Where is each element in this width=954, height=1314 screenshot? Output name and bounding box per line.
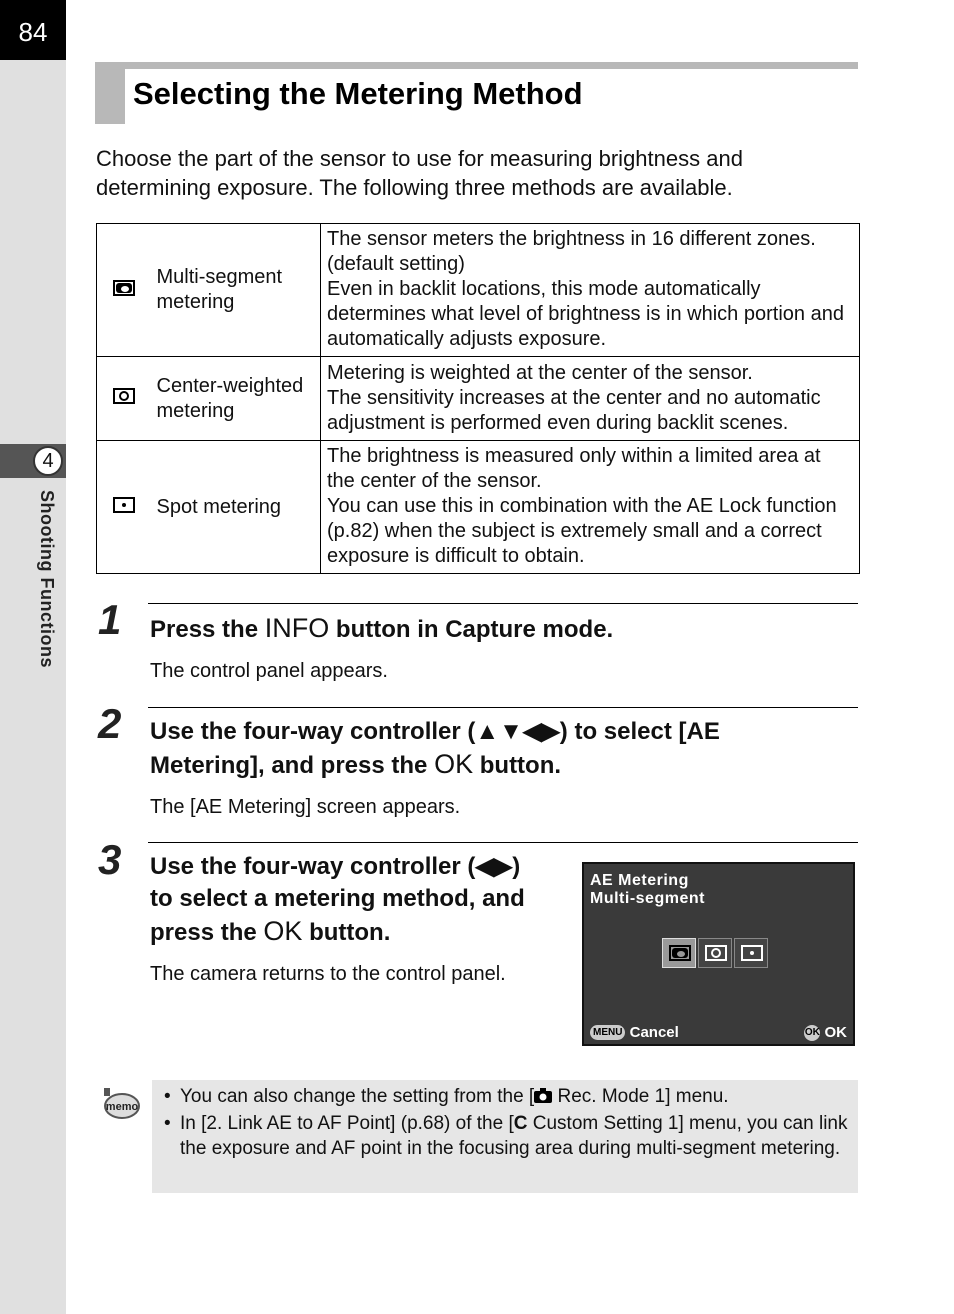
metering-methods-table: [96, 223, 860, 574]
heading-text: press the: [150, 919, 264, 946]
step-heading: [150, 851, 570, 949]
title-rule: [95, 62, 858, 69]
info-key-label: INFO: [264, 613, 330, 643]
ok-label: OK: [824, 1024, 847, 1041]
spot-metering-icon: [741, 945, 763, 961]
memo-text: Custom Setting 1] menu, you can link the exposure and AF point in the focusing area during multi-segment metering.: [180, 1113, 848, 1159]
memo-text: Rec. Mode 1] menu.: [552, 1086, 729, 1107]
ok-key-icon: OK: [804, 1025, 820, 1041]
method-name: Spot metering: [151, 441, 321, 574]
multi-segment-metering-icon: [669, 945, 691, 961]
ok-key-label: OK: [263, 916, 303, 946]
step-number: 1: [98, 596, 122, 643]
description-line: Metering is weighted at the center of the sensor.: [327, 361, 753, 384]
menu-key-icon: MENU: [590, 1025, 625, 1040]
step-divider: [148, 842, 858, 843]
spot-metering-icon: [113, 497, 135, 513]
step-result: The camera returns to the control panel.: [150, 963, 506, 985]
camera-icon: [534, 1088, 552, 1103]
ok-control[interactable]: [804, 1024, 847, 1041]
heading-text: Use the four-way controller (▲▼◀▶) to select [AE: [150, 718, 720, 745]
description-line: You can use this in combination with the AE Lock function (p.82) when the subject is extremely small and a correct exposure is difficult to obtain.: [327, 495, 837, 567]
method-name: Multi-segment metering: [151, 224, 321, 357]
icon-cell: [97, 441, 151, 574]
memo-text: You can also change the setting from the [: [180, 1086, 535, 1107]
description-line: The sensitivity increases at the center and no automatic adjustment is performed even during backlit scenes.: [327, 386, 821, 434]
description-line: Even in backlit locations, this mode automatically determines what level of brightness is in which portion and automatically adjusts exposure.: [327, 278, 844, 350]
method-description: [321, 357, 860, 441]
cancel-label: Cancel: [629, 1024, 679, 1041]
screen-footer: [590, 1024, 847, 1042]
chapter-number: 4: [33, 446, 63, 476]
method-description: [321, 224, 860, 357]
step-divider: [148, 603, 858, 604]
table-row: [97, 224, 860, 357]
memo-item: [162, 1084, 852, 1109]
heading-text: button.: [473, 752, 562, 779]
custom-setting-icon: C: [513, 1113, 528, 1134]
step-result: The control panel appears.: [150, 660, 388, 682]
step-number: 2: [98, 700, 122, 747]
option-center-weighted[interactable]: [698, 938, 732, 968]
table-row: [97, 441, 860, 574]
heading-text: Use the four-way controller (◀▶): [150, 853, 521, 880]
table-row: [97, 357, 860, 441]
screen-selected-method: Multi-segment: [590, 890, 705, 907]
intro-paragraph: Choose the part of the sensor to use for measuring brightness and determining exposure. The following three methods are available.: [96, 146, 743, 200]
icon-cell: [97, 224, 151, 357]
option-spot[interactable]: [734, 938, 768, 968]
method-name: Center-weighted metering: [151, 357, 321, 441]
method-description: [321, 441, 860, 574]
description-line: The sensor meters the brightness in 16 different zones. (default setting): [327, 228, 816, 275]
memo-list: [162, 1084, 852, 1163]
step-heading: [150, 716, 720, 782]
ok-key-label: OK: [434, 749, 474, 779]
page-number: 84: [0, 0, 66, 60]
heading-text: to select a metering method, and: [150, 885, 525, 912]
ae-metering-screen: [582, 862, 855, 1046]
description-line: The brightness is measured only within a limited area at the center of the sensor.: [327, 445, 821, 492]
memo-text: In [2. Link AE to AF Point] (p.68) of the [: [180, 1113, 514, 1134]
step-result: The [AE Metering] screen appears.: [150, 796, 461, 818]
center-weighted-metering-icon: [705, 945, 727, 961]
heading-text: Press the: [150, 616, 265, 643]
cancel-control[interactable]: [590, 1024, 679, 1041]
step-divider: [148, 707, 858, 708]
step-heading: [150, 612, 613, 646]
memo-item: [162, 1111, 852, 1161]
heading-text: button.: [302, 919, 391, 946]
memo-icon-label: memo: [105, 1101, 139, 1113]
heading-text: Metering], and press the: [150, 752, 435, 779]
title-block: [95, 62, 125, 124]
multi-segment-metering-icon: [113, 280, 135, 296]
icon-cell: [97, 357, 151, 441]
screen-title: AE Metering: [590, 872, 689, 889]
chapter-label: Shooting Functions: [37, 490, 57, 668]
option-multi-segment[interactable]: [662, 938, 696, 968]
center-weighted-metering-icon: [113, 388, 135, 404]
title-bar: [95, 62, 858, 124]
page-title: Selecting the Metering Method: [133, 76, 583, 111]
step-number: 3: [98, 836, 122, 883]
heading-text: button in Capture mode.: [329, 616, 614, 643]
memo-icon: [100, 1086, 140, 1122]
